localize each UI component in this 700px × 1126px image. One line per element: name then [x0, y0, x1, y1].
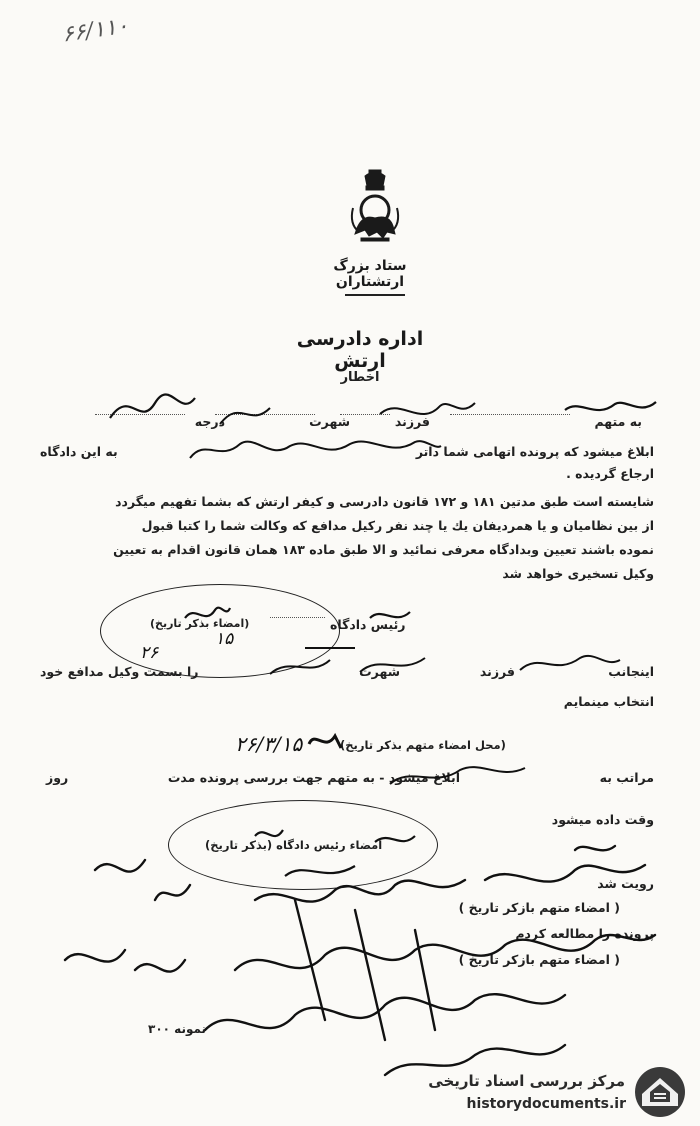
sig2-label: (محل امضاء متهم بذکر تاریخ)	[340, 738, 506, 752]
paragraph-line-3: نموده باشند تعیین وبدادگاه معرفی نمائید و الا طبق ماده ۱۸۳ همان قانون اقدام به تعیین	[113, 542, 654, 557]
line1-b: فرزند	[394, 414, 430, 429]
sig1-sublabel: (امضاء بذکر تاریخ)	[150, 617, 250, 630]
sig2-date: ۲۶/۳/۱۵	[235, 732, 303, 756]
handwriting-notice	[380, 754, 560, 794]
paragraph-line-4: وکیل تسخیری خواهد شد	[502, 566, 654, 581]
organization-name: ستاد بزرگ ارتشتاران	[333, 258, 407, 290]
handwriting-line2	[185, 430, 445, 470]
paragraph-line-1: شایسته است طبق مدتین ۱۸۱ و ۱۷۲ قانون دادرسی و کیفر ارتش که بشما تفهیم میگردد	[115, 494, 654, 509]
signature-2	[305, 726, 345, 756]
accept-line-2: انتخاب مینمایم	[563, 694, 654, 709]
accept-a: اینجانب	[608, 664, 654, 679]
sig1-label: رئیس دادگاه	[330, 617, 406, 632]
line2-text: ابلاغ میشود که پرونده اتهامی شما داتر	[415, 444, 654, 459]
notice-c: روز	[46, 770, 69, 785]
page-title: اداره دادرسی ارتش	[296, 328, 424, 372]
form-number: نمونه ۳۰۰	[148, 1022, 207, 1036]
divider	[345, 294, 405, 296]
subtitle: اخطار	[340, 370, 380, 385]
handwriting-accept	[250, 640, 630, 690]
watermark-name: مرکز بررسی اسناد تاریخی	[428, 1072, 625, 1090]
corner-note: ۶۶/۱۱۰	[60, 13, 130, 48]
sig3-label: امضاء رئیس دادگاه (بذکر تاریخ)	[205, 838, 383, 852]
seen-label: رویت شد	[597, 876, 654, 891]
watermark-url: historydocuments.ir	[466, 1096, 626, 1112]
accept-b: فرزند	[479, 664, 515, 679]
line1-d: درجه	[194, 414, 225, 429]
accept-d: را بسمت وکیل مدافع خود	[40, 664, 199, 679]
notice-b: ابلاغ میشود - به متهم جهت بررسی پرونده مدت	[167, 770, 460, 785]
line3-text: ارجاع گردیده .	[566, 466, 654, 481]
sig5-label: ( امضاء متهم بازکر تاریخ )	[458, 952, 620, 967]
lion-and-sun-emblem	[343, 168, 407, 248]
archive-logo-icon	[630, 1064, 690, 1120]
notice-line-2: وقت داده میشود	[551, 812, 654, 827]
reviewed-label: پرونده را مطالعه کردم	[515, 926, 654, 941]
svg-text:۱۵: ۱۵	[215, 629, 234, 649]
sig4-label: ( امضاء متهم بازکر تاریخ )	[458, 900, 620, 915]
svg-text:۲۶: ۲۶	[140, 643, 159, 663]
accept-c: شهرت	[359, 664, 400, 679]
handwritten-annotation	[55, 840, 700, 1080]
paragraph-line-2: از بین نظامیان و یا همردیفان یك یا چند نفر رکیل مدافع که وکالت شما را کتبا قبول	[141, 518, 654, 533]
notice-a: مراتب به	[599, 770, 654, 785]
line2-text-b: به این دادگاه	[40, 444, 118, 459]
line1-c: شهرت	[309, 414, 350, 429]
line1-a: به متهم	[594, 414, 642, 429]
